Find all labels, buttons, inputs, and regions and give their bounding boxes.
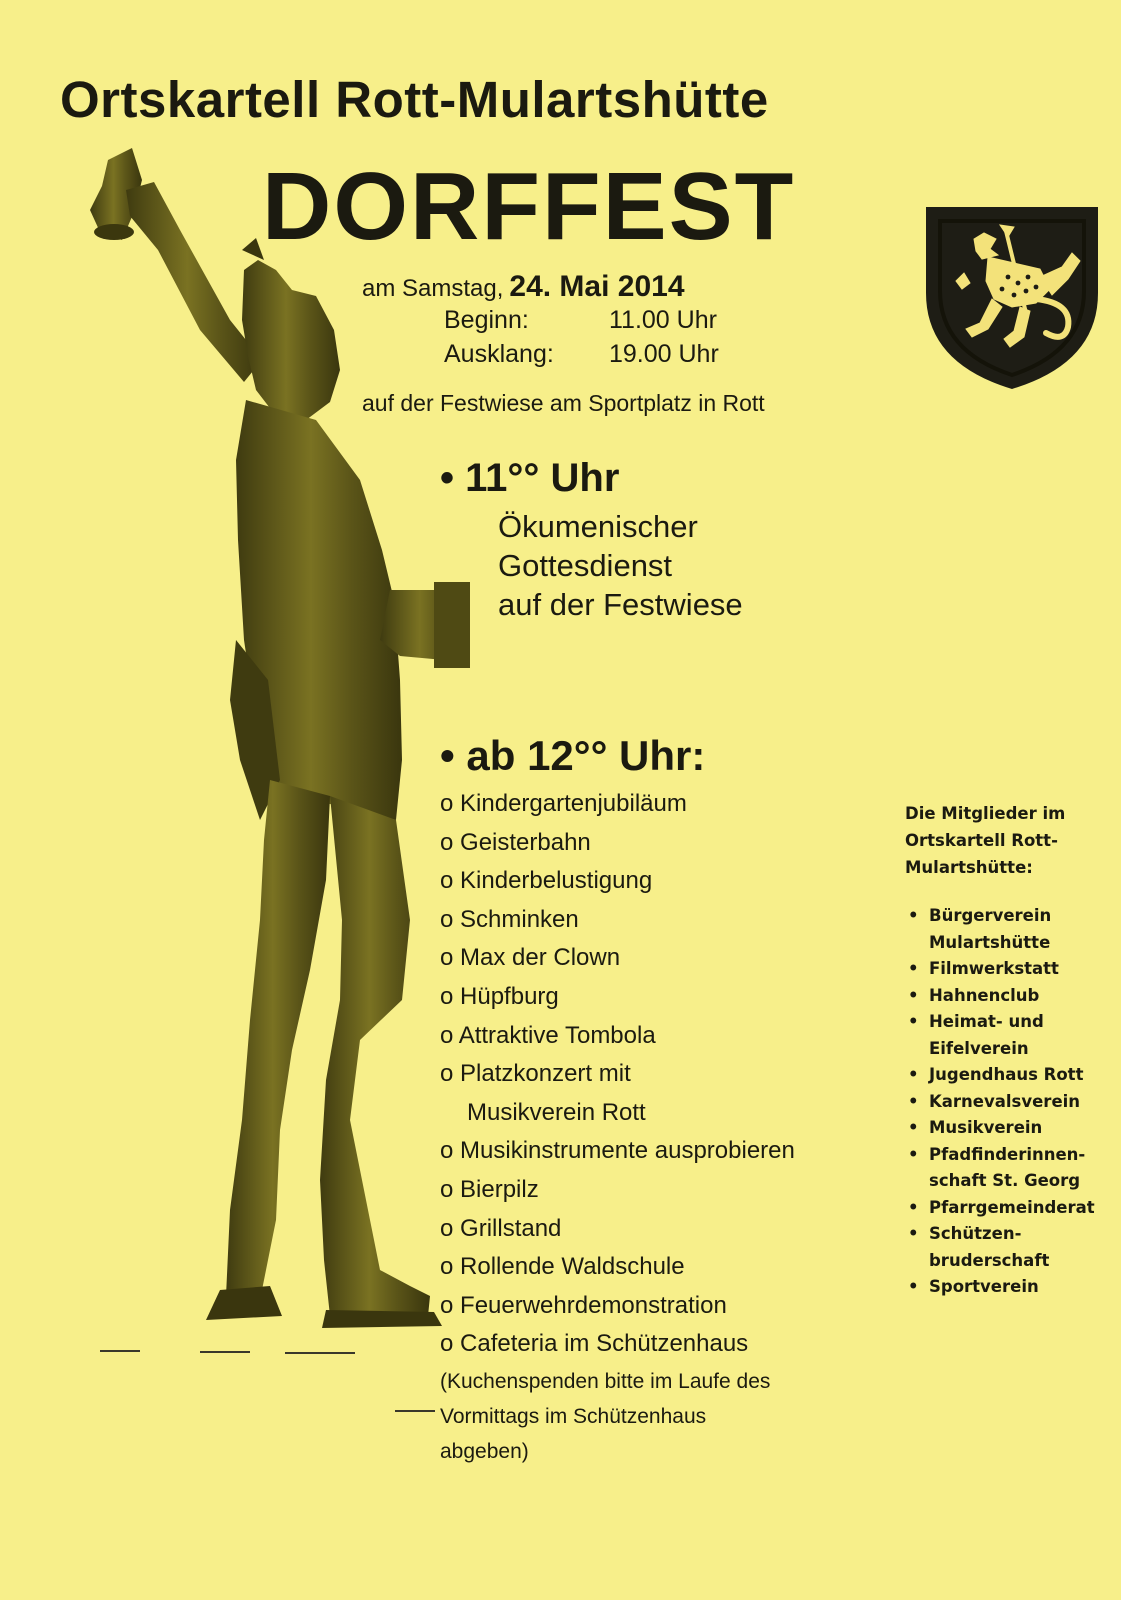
member-item: [905, 1195, 1115, 1222]
activity-item: [440, 901, 795, 940]
member-item: [905, 983, 1115, 1010]
activity-label: Bierpilz: [460, 1175, 539, 1203]
member-item: [905, 1115, 1115, 1142]
activity-label: Hüpfburg: [460, 982, 559, 1010]
note-line: (Kuchenspenden bitte im Laufe des: [440, 1370, 771, 1393]
service-line: auf der Festwiese: [498, 587, 743, 622]
scan-mark-line: [285, 1352, 355, 1354]
activity-item-continuation: Musikverein Rott: [467, 1098, 646, 1126]
member-item: [905, 1062, 1115, 1089]
member-item: [905, 1009, 1115, 1062]
venue-text: auf der Festwiese am Sportplatz in Rott: [362, 390, 765, 416]
service-line: Gottesdienst: [498, 548, 673, 583]
activity-label: Schminken: [460, 905, 579, 933]
activity-label: Kinderbelustigung: [460, 867, 653, 895]
activity-item: [440, 1132, 795, 1171]
activity-label: Musikinstrumente ausprobieren: [460, 1137, 795, 1165]
scan-mark-line: [395, 1410, 435, 1412]
end-time-row: [444, 340, 719, 369]
member-name: Hahnenclub: [929, 985, 1040, 1005]
activity-item: [440, 1287, 795, 1326]
list-marker-icon: o: [440, 1060, 454, 1088]
list-marker-icon: o: [440, 1253, 454, 1281]
event-date: 24. Mai 2014: [509, 270, 685, 303]
member-name: Sportverein: [929, 1277, 1039, 1296]
activities-list: [440, 785, 795, 1364]
list-marker-icon: o: [440, 1330, 454, 1358]
service-description: [498, 507, 743, 624]
activity-item: [440, 1325, 795, 1364]
activity-label: Platzkonzert mit: [460, 1060, 631, 1088]
list-marker-icon: o: [440, 1214, 454, 1242]
note-line: abgeben): [440, 1440, 529, 1463]
list-marker-icon: o: [440, 1291, 454, 1319]
member-name: Jugendhaus Rott: [929, 1065, 1084, 1084]
members-heading-line: Die Mitglieder im: [905, 804, 1066, 823]
bullet-icon: •: [908, 959, 919, 978]
activity-item: [440, 824, 795, 863]
activity-label: Rollende Waldschule: [460, 1253, 685, 1281]
activity-item: [440, 1055, 795, 1094]
bullet-icon: •: [908, 1091, 919, 1111]
member-name: schaft St. Georg: [929, 1171, 1081, 1190]
bullet-icon: •: [440, 456, 455, 500]
event-date-line: [362, 270, 685, 304]
list-marker-icon: o: [440, 828, 454, 856]
bullet-icon: •: [908, 1224, 919, 1243]
list-marker-icon: o: [440, 982, 454, 1010]
bullet-icon: •: [908, 1144, 919, 1164]
member-name: Karnevalsverein: [929, 1091, 1081, 1111]
list-marker-icon: o: [440, 790, 454, 817]
activities-time-heading: [440, 732, 705, 780]
start-time: 11.00 Uhr: [609, 306, 717, 334]
member-name: Filmwerkstatt: [929, 959, 1059, 978]
coat-of-arms-crest: [922, 203, 1102, 393]
member-item: [905, 956, 1115, 983]
member-name: Bürgerverein: [929, 906, 1052, 925]
member-name: Heimat- und: [929, 1012, 1044, 1031]
activity-item: [440, 1171, 795, 1210]
date-prefix: am Samstag,: [362, 275, 504, 302]
statue-figure-image: [30, 120, 470, 1360]
list-marker-icon: o: [440, 1175, 454, 1203]
note-line: Vormittags im Schützenhaus: [440, 1405, 707, 1428]
bullet-icon: •: [908, 1197, 919, 1217]
activity-label: Cafeteria im Schützenhaus: [460, 1330, 749, 1358]
activity-label: Attraktive Tombola: [458, 1021, 656, 1049]
member-name: bruderschaft: [929, 1250, 1050, 1270]
activity-item: [440, 1210, 795, 1249]
list-marker-icon: o: [440, 905, 454, 933]
members-list: [905, 903, 1115, 1301]
bullet-icon: •: [908, 985, 919, 1005]
scan-mark-line: [200, 1351, 250, 1353]
member-name: Mulartshütte: [929, 932, 1051, 952]
bullet-icon: •: [908, 1118, 919, 1137]
bullet-icon: •: [908, 1012, 919, 1031]
member-name: Eifelverein: [929, 1038, 1029, 1058]
activity-item: [440, 785, 795, 824]
activity-label: Kindergartenjubiläum: [460, 790, 687, 817]
member-name: Pfarrgemeinderat: [929, 1197, 1095, 1217]
members-heading-line: Mulartshütte:: [905, 858, 1033, 877]
bullet-icon: •: [440, 732, 455, 779]
member-name: Musikverein: [929, 1118, 1043, 1137]
event-title: DORFFEST: [262, 153, 796, 260]
list-marker-icon: o: [440, 944, 454, 972]
member-item: [905, 1142, 1115, 1195]
activities-time: ab 12°° Uhr:: [466, 732, 706, 779]
list-marker-icon: o: [440, 1021, 454, 1049]
list-marker-icon: o: [440, 867, 454, 895]
activity-label: Grillstand: [460, 1214, 562, 1242]
start-time-row: [444, 306, 717, 335]
end-time: 19.00 Uhr: [609, 340, 719, 368]
activity-item: [440, 939, 795, 978]
bullet-icon: •: [908, 906, 919, 925]
activity-item: [440, 1017, 795, 1056]
organizer-title: Ortskartell Rott-Mulartshütte: [60, 71, 769, 128]
activity-item: [440, 978, 795, 1017]
member-item: [905, 1221, 1115, 1274]
cake-donation-note: [440, 1364, 850, 1469]
activity-item: [440, 862, 795, 901]
service-line: Ökumenischer: [498, 509, 698, 544]
bullet-icon: •: [908, 1065, 919, 1084]
list-marker-icon: o: [440, 1137, 454, 1165]
scan-mark-line: [100, 1350, 140, 1352]
member-item: [905, 1274, 1115, 1301]
start-label: Beginn:: [444, 306, 529, 334]
member-name: Pfadfinderinnen-: [929, 1144, 1086, 1164]
activity-label: Geisterbahn: [460, 828, 591, 856]
activity-label: Max der Clown: [460, 944, 621, 972]
activity-item: [440, 1248, 795, 1287]
service-time: 11°° Uhr: [465, 456, 620, 500]
members-heading-line: Ortskartell Rott-: [905, 831, 1058, 850]
end-label: Ausklang:: [444, 340, 554, 368]
member-name: Schützen-: [929, 1224, 1022, 1243]
activity-label: Feuerwehrdemonstration: [460, 1291, 727, 1319]
bullet-icon: •: [908, 1277, 919, 1296]
service-time-heading: [440, 456, 619, 501]
member-item: [905, 1089, 1115, 1116]
members-box: [905, 800, 1115, 1301]
member-item: [905, 903, 1115, 956]
